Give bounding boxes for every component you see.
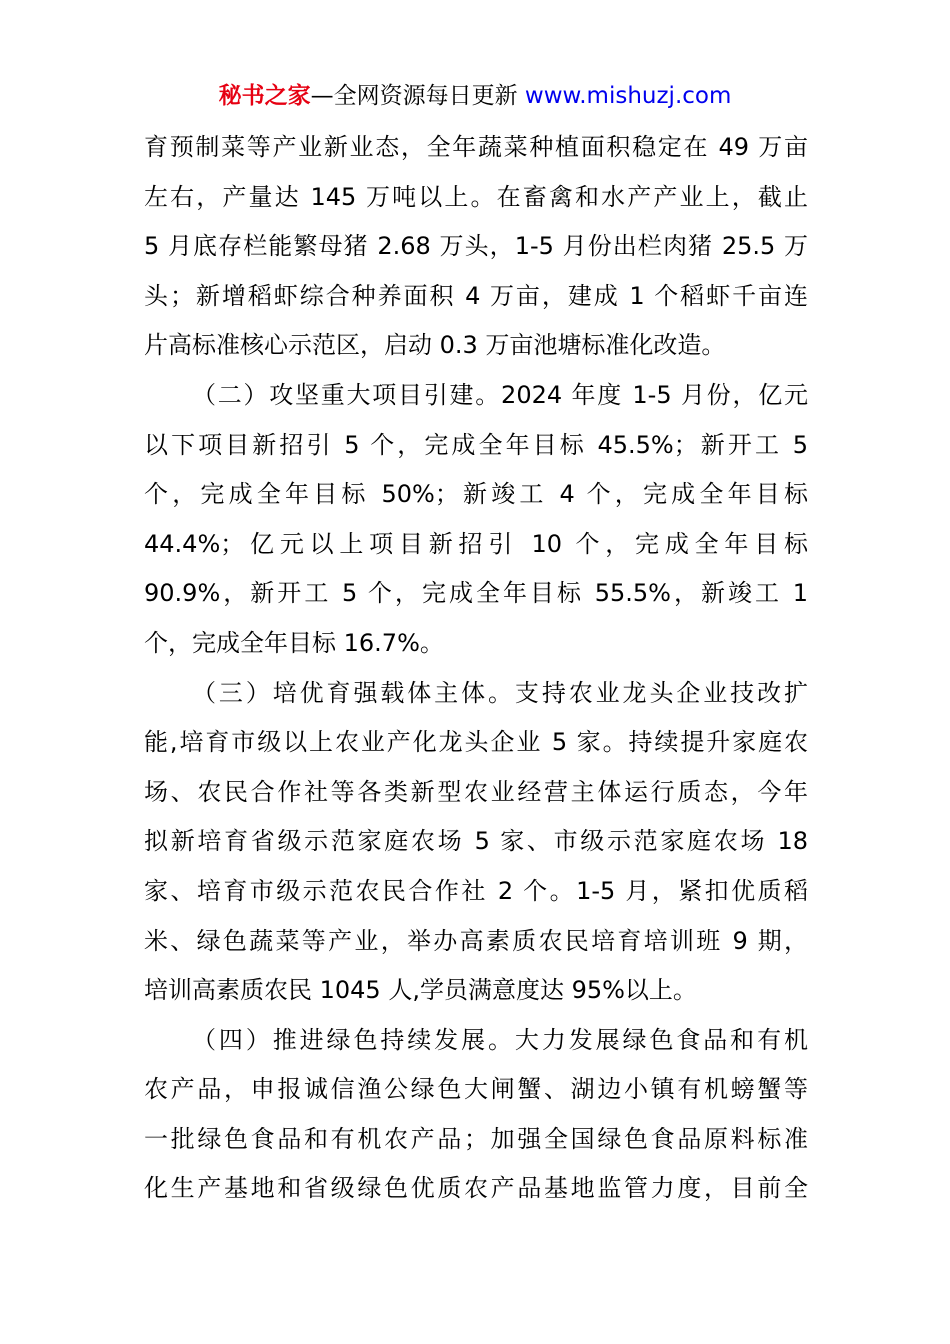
text-line: 90.9%，新开工 5 个，完成全年目标 55.5%，新竣工 1 (144, 579, 808, 608)
text-line: 个，完成全年目标 50%；新竣工 4 个，完成全年目标 (144, 480, 808, 509)
text-line: 培训高素质农民 1045 人,学员满意度达 95%以上。 (144, 976, 697, 1005)
text-line: 米、绿色蔬菜等产业，举办高素质农民培育培训班 9 期， (144, 926, 808, 955)
text-line: 44.4%；亿元以上项目新招引 10 个，完成全年目标 (144, 529, 808, 558)
text-line: 家、培育市级示范农民合作社 2 个。1-5 月，紧扣优质稻 (144, 876, 808, 905)
text-line: 片高标准核心示范区，启动 0.3 万亩池塘标准化改造。 (144, 331, 726, 360)
text-line: 头；新增稻虾综合种养面积 4 万亩，建成 1 个稻虾千亩连 (144, 281, 808, 310)
text-line: 育预制菜等产业新业态，全年蔬菜种植面积稳定在 49 万亩 (144, 133, 808, 161)
text-line: 左右，产量达 145 万吨以上。在畜禽和水产产业上，截止 (144, 182, 808, 211)
section-heading-line: （三）培优育强载体主体。支持农业龙头企业技改扩 (192, 678, 808, 707)
text-line: 一批绿色食品和有机农产品；加强全国绿色食品原料标准 (144, 1124, 808, 1153)
text-line: 拟新培育省级示范家庭农场 5 家、市级示范家庭农场 18 (144, 827, 808, 856)
text-line: 农产品，申报诚信渔公绿色大闸蟹、湖边小镇有机螃蟹等 (144, 1075, 808, 1104)
text-line: 能,培育市级以上农业产化龙头企业 5 家。持续提升家庭农 (144, 728, 808, 757)
text-line: 个，完成全年目标 16.7%。 (144, 628, 444, 657)
section-heading-line: （四）推进绿色持续发展。大力发展绿色食品和有机 (192, 1025, 808, 1054)
site-tagline: —全网资源每日更新 (310, 83, 518, 109)
site-brand: 秘书之家 (218, 83, 311, 109)
site-header (0, 80, 950, 112)
text-line: 5 月底存栏能繁母猪 2.68 万头，1-5 月份出栏肉猪 25.5 万 (144, 232, 808, 261)
document-body (144, 123, 808, 1214)
text-line: 化生产基地和省级绿色优质农产品基地监管力度，目前全 (144, 1174, 808, 1203)
section-heading-line: （二）攻坚重大项目引建。2024 年度 1-5 月份，亿元 (192, 380, 808, 409)
text-line: 以下项目新招引 5 个，完成全年目标 45.5%；新开工 5 (144, 430, 808, 459)
text-line: 场、农民合作社等各类新型农业经营主体运行质态，今年 (144, 777, 808, 806)
site-url-link[interactable]: www.mishuzj.com (524, 83, 732, 109)
